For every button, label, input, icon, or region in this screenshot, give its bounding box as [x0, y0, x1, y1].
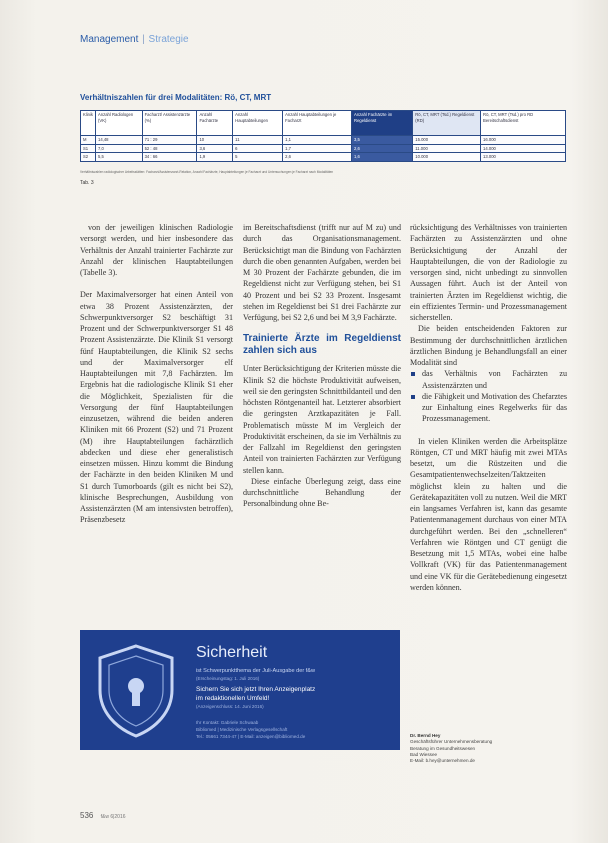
author-line: Beratung im Gesundheitswesen	[410, 745, 476, 751]
table-cell: 14.000	[481, 144, 566, 153]
paragraph: von der jeweiligen klinischen Radiologie versorgt werden, und hier insbesondere das Verhältnis der Anzahl trainierter Fachärzte zur Anzahl der klinischen Hauptabteilungen (Tabelle 3).	[80, 223, 233, 277]
ad-title: Sicherheit	[196, 644, 268, 661]
table-cell: 3,5	[352, 136, 413, 145]
table-row	[81, 153, 566, 162]
table-cell: 52 : 48	[142, 144, 197, 153]
table-row	[81, 136, 566, 145]
table-header-cell: Rö, CT, MRT (Tsd.) pro RD Bereitschaftsdienst	[481, 111, 566, 136]
author-signature	[410, 733, 568, 764]
paragraph: rücksichtigung des Verhältnisses von trainierten Fachärzten zu Assistenzärzten und ohne Berücksichtigung der Anzahl der Hauptabteilungen, die von der Radiologie zu versorgen sind, nicht unbedingt zu sinnvollen Aussagen führt. Auch ist der Anteil von trainierten Ärzten im Regeldienst wichtig, die ein effizientes Termin- und Prozessmanagement sicherstellen.	[410, 223, 567, 322]
ad-text-line: (Anzeigenschluss: 14. Juni 2016)	[196, 704, 264, 709]
text-column-2	[243, 222, 401, 510]
page-footer	[80, 811, 126, 820]
table-cell: S2	[81, 153, 96, 162]
ad-text-line: ist Schwerpunktthema der Juli-Ausgabe der f&w	[196, 668, 316, 674]
list-item	[410, 368, 567, 391]
table-cell: 14,48	[96, 136, 143, 145]
table-cell: 11.000	[413, 144, 481, 153]
table-cell: 2,6	[352, 144, 413, 153]
section-header	[80, 34, 189, 45]
author-name: Dr. Bernd Hey	[410, 733, 441, 738]
table-cell: 6	[233, 144, 283, 153]
table-cell: 7,0	[96, 144, 143, 153]
table-header-row	[81, 111, 566, 136]
page-number: 536	[80, 811, 94, 820]
ad-contact-line: Bibliomed | Medizinische Verlagsgesellschaft	[196, 727, 288, 732]
paragraph: Unter Berücksichtigung der Kriterien müsste die Klinik S2 die höchste Produktivität aufweisen, weil sie den geringsten Schnittbildanteil und den höchsten Röntgenanteil hat. Letzterer absorbiert die geringsten Arztkapazitäten je Fall. Problematisch müsste M im Vergleich der Produktivität erscheinen, da sie im Verhältnis zu der Fallzahl im Regeldienst den geringsten Anteil von trainierten Fachärzten zur Verfügung stellen kann.	[243, 364, 401, 475]
table-cell: 13.000	[481, 153, 566, 162]
table-header-cell: Anzahl Fachärzte	[197, 111, 233, 136]
table-header-cell: Facharzt/ Assistenzärzte (%)	[142, 111, 197, 136]
shield-lock-icon	[92, 640, 180, 740]
table-header-cell: Klinik	[81, 111, 96, 136]
list-item-text: die Fähigkeit und Motivation des Chefarztes zur Einhaltung eines Regelwerks für das Prozessmanagement.	[422, 391, 567, 424]
table-cell: 1,9	[197, 153, 233, 162]
square-bullet-icon	[411, 395, 415, 399]
advertisement-box	[80, 630, 400, 750]
table-cell: 15.000	[413, 136, 481, 145]
table-cell: 5,5	[96, 153, 143, 162]
table-header-cell: Anzahl Radiologen (VK)	[96, 111, 143, 136]
ad-text-line: im redaktionellen Umfeld!	[196, 695, 270, 702]
section-separator: |	[142, 34, 145, 45]
table-cell: S1	[81, 144, 96, 153]
ad-contact-line: Tel.: 05661 7344-47 | E-Mail: anzeigen@bibliomed.de	[196, 734, 306, 739]
magazine-issue: f&w 6|2016	[100, 814, 126, 820]
table-header-cell: Rö, CT, MRT (Tsd.) Regeldienst (RD)	[413, 111, 481, 136]
table-cell: 3,6	[197, 144, 233, 153]
ad-text-line: Sichern Sie sich jetzt Ihren Anzeigenplatz	[196, 686, 316, 693]
section-label: Management	[80, 34, 139, 45]
table-cell: 10.000	[413, 153, 481, 162]
table-header-cell: Anzahl Hauptabteilungen je Facharzt	[283, 111, 352, 136]
list-item-text: das Verhältnis von Fachärzten zu Assistenzärzten und	[422, 369, 567, 390]
square-bullet-icon	[411, 372, 415, 376]
ratio-table	[80, 110, 566, 162]
paragraph: Der Maximalversorger hat einen Anteil von etwa 38 Prozent Assistenzärzten, der Schwerpunktversorger S2 beschäftigt 31 Prozent und der Schwerpunktversorger S1 48 Prozent Assistenzärzte. Die Klinik S1 versorgt fünf Hauptabteilungen, die Klinik S2 sechs und der Maximalversorger elf Hauptabteilungen mit 7,8 Fachärzten. Im Ergebnis hat die radiologische Klinik S1 eher die Möglichkeit, Spezialisten für die Versorgung der fünf Hauptabteilungen einzusetzen, während die beiden anderen Kliniken mit 66 Prozent (S2) und 71 Prozent (M) ihre Hauptabteilungen fachärztlich abdecken und diese eher generalistisch einsetzen müssen. Hinzu kommt die Bindung der Fachärzte in den beiden Kliniken M und S1 durch Tumorboards (gilt es nicht bei S2), klinische Besprechungen, Ausbildung von Assistenzärzten (M am intensivsten betroffen), Präsenzbesetz	[80, 290, 233, 525]
table-header-cell: Anzahl Fachärzte im Regeldienst	[352, 111, 413, 136]
paragraph: im Bereitschaftsdienst (trifft nur auf M zu) und durch das Organisationsmanagement. Berücksichtigt man die Bindung von Fachärzten durch die oben genannten Aufgaben, werden bei M 30 Prozent der Fachärzte gebunden, die im Regeldienst nicht zur Verfügung stehen, bei S1 40 Prozent und bei S2 33 Prozent. Insgesamt stehen im Regeldienst bei S1 drei Fachärzte zur Verfügung, bei S2 2,6 und bei M 3,9 Fachärzte.	[243, 223, 401, 322]
table-title: Verhältniszahlen für drei Modalitäten: Rö, CT, MRT	[80, 93, 272, 102]
text-column-3	[410, 222, 567, 593]
paragraph: Die beiden entscheidenden Faktoren zur Bestimmung der durchschnittlichen ärztlichen ärztlichen Bindung je Behandlungsfall an einer Modalität sind	[410, 324, 567, 367]
table-cell: 11	[233, 136, 283, 145]
table-cell: 16.000	[481, 136, 566, 145]
bullet-list	[410, 368, 567, 424]
table-row	[81, 144, 566, 153]
ad-text-line: (Erscheinungstag: 1. Juli 2016)	[196, 676, 260, 681]
paragraph: In vielen Kliniken werden die Arbeitsplätze Röntgen, CT und MRT häufig mit zwei MTAs besetzt, um die Rüstzeiten und die Gesamtpatientenwechselzeiten/Taktzeiten möglichst klein zu halten und die Gerätekapazitäten voll zu nutzen. Weil die MRT ein langsames Verfahren ist, kann das gesamte Patientenmanagement durchaus von einer MTA durchgeführt werden. Bei den „schnelleren“ Verfahren wie Röntgen und CT genügt die Besetzung mit 1,5 MTAs, wobei eine halbe Vollkraft (VK) für das Patientenmanagement und eine VK für die Gerätebedienung eingesetzt werden können.	[410, 436, 567, 592]
table-header-cell: Anzahl Hauptabteilungen	[233, 111, 283, 136]
author-email: E-Mail: b.hey@unternehmen.de	[410, 758, 475, 764]
author-line: Bad Wiessee	[410, 751, 438, 757]
table-cell: M	[81, 136, 96, 145]
table-cell: 10	[197, 136, 233, 145]
table-cell: 1,7	[283, 144, 352, 153]
text-column-1	[80, 222, 233, 526]
table-cell: 71 : 29	[142, 136, 197, 145]
table-cell: 2,6	[283, 153, 352, 162]
table-cell: 5	[233, 153, 283, 162]
table-footnote: Verhältniszahlen radiologischer Arbeitsstätten: Facharzt/Assistenzarzt-Relation, Anzahl Fachärzte, Hauptabteilungen je Facharzt und Untersuchungen je Facharzt nach Modalitäten	[80, 170, 334, 174]
table-cell: 1,6	[352, 153, 413, 162]
table-cell: 1,1	[283, 136, 352, 145]
table-label: Tab. 3	[80, 180, 94, 186]
subsection-label: Strategie	[148, 34, 189, 45]
subheading: Trainierte Ärzte im Regeldienst zahlen sich aus	[243, 333, 401, 357]
author-line: Geschäftsführer Unternehmensberatung	[410, 739, 493, 745]
ad-contact-line: Ihr Kontakt: Gabriele Schwaab	[196, 720, 259, 725]
paragraph: Diese einfache Überlegung zeigt, dass eine durchschnittliche Behandlung der Personalbindung ohne Be-	[243, 476, 401, 509]
list-item	[410, 391, 567, 425]
table-cell: 34 : 66	[142, 153, 197, 162]
